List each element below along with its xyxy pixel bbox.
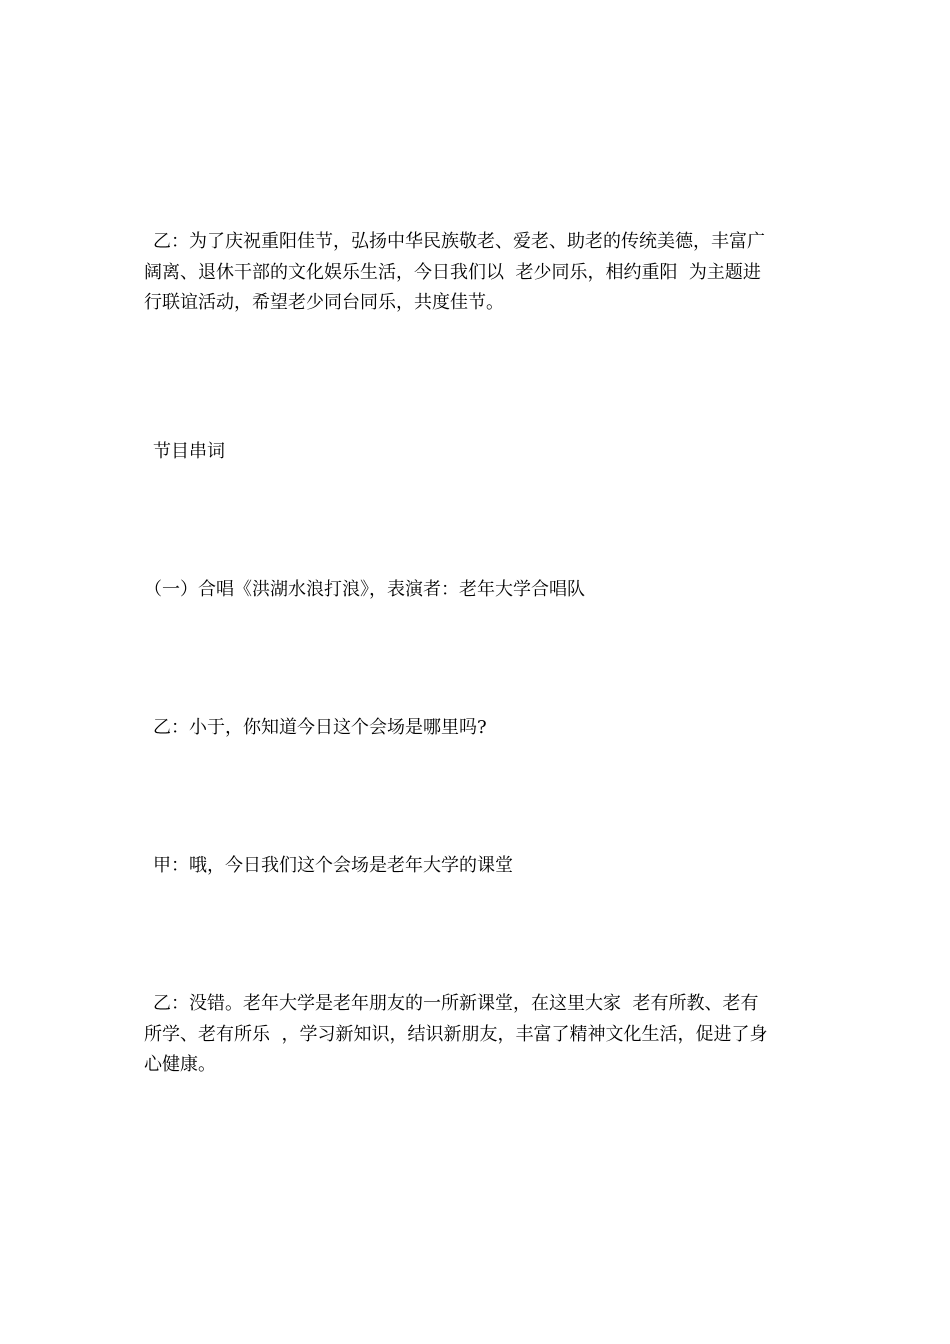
heading-line: 节目串词 xyxy=(153,441,225,462)
section-heading xyxy=(144,437,806,468)
paragraph-line: 甲：哦，今日我们这个会场是老年大学的课堂 xyxy=(153,855,513,876)
paragraph-line: 乙：为了庆祝重阳佳节，弘扬中华民族敬老、爱老、助老的传统美德，丰富广 xyxy=(153,231,765,252)
paragraph-line: 所学、老有所乐 ，学习新知识，结识新朋友，丰富了精神文化生活，促进了身 xyxy=(144,1023,768,1045)
paragraph-line: （一）合唱《洪湖水浪打浪》，表演者：老年大学合唱队 xyxy=(144,579,585,600)
paragraph-line: 阔离、退休干部的文化娱乐生活，今日我们以 老少同乐，相约重阳 为主题进 xyxy=(144,261,761,283)
paragraph-line: 心健康。 xyxy=(144,1054,216,1075)
dialogue-line-yi-2 xyxy=(144,989,806,1081)
dialogue-line-yi xyxy=(144,713,806,744)
dialogue-line-jia xyxy=(144,851,806,882)
program-item xyxy=(144,575,806,606)
paragraph-line: 乙：小于，你知道今日这个会场是哪里吗? xyxy=(153,717,487,738)
paragraph-line: 乙：没错。老年大学是老年朋友的一所新课堂，在这里大家 老有所教、老有 xyxy=(153,993,759,1014)
paragraph-opening xyxy=(144,227,806,319)
paragraph-line: 行联谊活动，希望老少同台同乐，共度佳节。 xyxy=(144,292,504,313)
